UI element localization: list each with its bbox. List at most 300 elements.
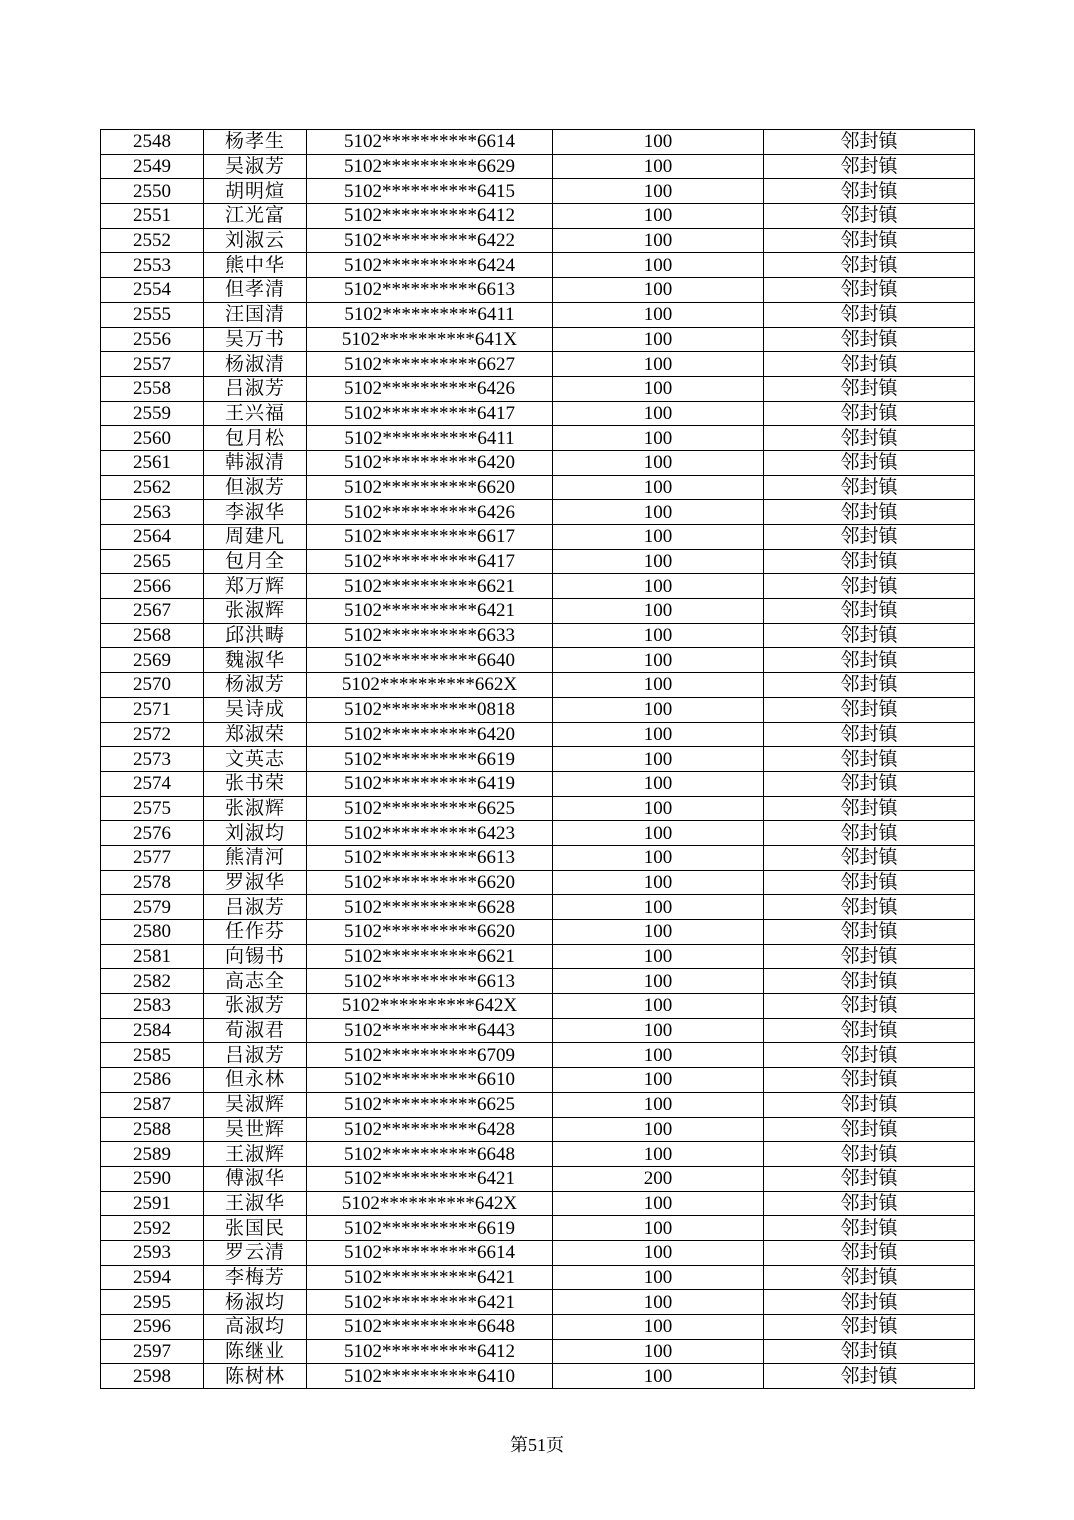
row-number-cell: 2559: [101, 401, 204, 426]
name-cell: 王淑华: [204, 1191, 307, 1216]
row-number-cell: 2560: [101, 426, 204, 451]
table-row: [101, 1216, 975, 1241]
table-row: [101, 722, 975, 747]
row-number-cell: 2558: [101, 376, 204, 401]
amount-cell: 100: [553, 450, 764, 475]
row-number-cell: 2570: [101, 673, 204, 698]
town-cell: 邻封镇: [764, 994, 975, 1019]
id-number-cell: 5102**********6627: [307, 352, 553, 377]
id-number-cell: 5102**********6421: [307, 599, 553, 624]
table-row: [101, 426, 975, 451]
id-number-cell: 5102**********6423: [307, 821, 553, 846]
name-cell: 周建凡: [204, 525, 307, 550]
name-cell: 张淑芳: [204, 994, 307, 1019]
id-number-cell: 5102**********6613: [307, 278, 553, 303]
name-cell: 高志全: [204, 969, 307, 994]
row-number-cell: 2577: [101, 845, 204, 870]
amount-cell: 100: [553, 401, 764, 426]
amount-cell: 100: [553, 1216, 764, 1241]
table-row: [101, 179, 975, 204]
table-row: [101, 920, 975, 945]
id-number-cell: 5102**********6620: [307, 920, 553, 945]
name-cell: 熊中华: [204, 253, 307, 278]
town-cell: 邻封镇: [764, 1339, 975, 1364]
table-row: [101, 450, 975, 475]
name-cell: 吕淑芳: [204, 1043, 307, 1068]
id-number-cell: 5102**********6620: [307, 870, 553, 895]
name-cell: 王淑辉: [204, 1142, 307, 1167]
town-cell: 邻封镇: [764, 525, 975, 550]
row-number-cell: 2562: [101, 475, 204, 500]
town-cell: 邻封镇: [764, 302, 975, 327]
id-number-cell: 5102**********6621: [307, 944, 553, 969]
table-row: [101, 994, 975, 1019]
name-cell: 吴诗成: [204, 697, 307, 722]
id-number-cell: 5102**********6428: [307, 1117, 553, 1142]
name-cell: 傅淑华: [204, 1166, 307, 1191]
amount-cell: 100: [553, 154, 764, 179]
row-number-cell: 2571: [101, 697, 204, 722]
row-number-cell: 2595: [101, 1290, 204, 1315]
name-cell: 但孝清: [204, 278, 307, 303]
town-cell: 邻封镇: [764, 179, 975, 204]
name-cell: 陈树林: [204, 1364, 307, 1389]
amount-cell: 100: [553, 1018, 764, 1043]
name-cell: 张国民: [204, 1216, 307, 1241]
row-number-cell: 2594: [101, 1265, 204, 1290]
name-cell: 魏淑华: [204, 648, 307, 673]
name-cell: 包月松: [204, 426, 307, 451]
table-row: [101, 302, 975, 327]
id-number-cell: 5102**********6640: [307, 648, 553, 673]
table-row: [101, 1339, 975, 1364]
name-cell: 汪国清: [204, 302, 307, 327]
row-number-cell: 2551: [101, 204, 204, 229]
town-cell: 邻封镇: [764, 426, 975, 451]
town-cell: 邻封镇: [764, 352, 975, 377]
name-cell: 但淑芳: [204, 475, 307, 500]
amount-cell: 100: [553, 994, 764, 1019]
town-cell: 邻封镇: [764, 1216, 975, 1241]
row-number-cell: 2563: [101, 500, 204, 525]
town-cell: 邻封镇: [764, 697, 975, 722]
id-number-cell: 5102**********6610: [307, 1068, 553, 1093]
table-row: [101, 870, 975, 895]
amount-cell: 100: [553, 525, 764, 550]
name-cell: 任作芬: [204, 920, 307, 945]
name-cell: 吴淑辉: [204, 1092, 307, 1117]
id-number-cell: 5102**********641X: [307, 327, 553, 352]
row-number-cell: 2552: [101, 228, 204, 253]
row-number-cell: 2555: [101, 302, 204, 327]
id-number-cell: 5102**********6421: [307, 1166, 553, 1191]
amount-cell: 100: [553, 870, 764, 895]
row-number-cell: 2597: [101, 1339, 204, 1364]
table-row: [101, 525, 975, 550]
amount-cell: 100: [553, 1068, 764, 1093]
amount-cell: 100: [553, 697, 764, 722]
name-cell: 江光富: [204, 204, 307, 229]
town-cell: 邻封镇: [764, 1043, 975, 1068]
town-cell: 邻封镇: [764, 1290, 975, 1315]
town-cell: 邻封镇: [764, 1240, 975, 1265]
row-number-cell: 2578: [101, 870, 204, 895]
amount-cell: 100: [553, 278, 764, 303]
amount-cell: 100: [553, 1092, 764, 1117]
table-row: [101, 1290, 975, 1315]
amount-cell: 100: [553, 1240, 764, 1265]
name-cell: 文英志: [204, 747, 307, 772]
table-row: [101, 697, 975, 722]
amount-cell: 100: [553, 302, 764, 327]
table-row: [101, 154, 975, 179]
name-cell: 杨淑均: [204, 1290, 307, 1315]
amount-cell: 100: [553, 352, 764, 377]
town-cell: 邻封镇: [764, 648, 975, 673]
town-cell: 邻封镇: [764, 253, 975, 278]
name-cell: 刘淑均: [204, 821, 307, 846]
table-row: [101, 1018, 975, 1043]
town-cell: 邻封镇: [764, 870, 975, 895]
town-cell: 邻封镇: [764, 1191, 975, 1216]
row-number-cell: 2585: [101, 1043, 204, 1068]
name-cell: 吕淑芳: [204, 376, 307, 401]
town-cell: 邻封镇: [764, 623, 975, 648]
amount-cell: 100: [553, 747, 764, 772]
table-row: [101, 895, 975, 920]
row-number-cell: 2581: [101, 944, 204, 969]
table-row: [101, 673, 975, 698]
town-cell: 邻封镇: [764, 475, 975, 500]
id-number-cell: 5102**********6620: [307, 475, 553, 500]
town-cell: 邻封镇: [764, 1315, 975, 1340]
town-cell: 邻封镇: [764, 1068, 975, 1093]
amount-cell: 100: [553, 1339, 764, 1364]
table-row: [101, 278, 975, 303]
amount-cell: 100: [553, 920, 764, 945]
table-row: [101, 500, 975, 525]
amount-cell: 100: [553, 179, 764, 204]
table-row: [101, 549, 975, 574]
id-number-cell: 5102**********6411: [307, 426, 553, 451]
town-cell: 邻封镇: [764, 599, 975, 624]
id-number-cell: 5102**********6614: [307, 1240, 553, 1265]
name-cell: 吴世辉: [204, 1117, 307, 1142]
row-number-cell: 2549: [101, 154, 204, 179]
name-cell: 刘淑云: [204, 228, 307, 253]
table-row: [101, 1191, 975, 1216]
row-number-cell: 2569: [101, 648, 204, 673]
name-cell: 但永林: [204, 1068, 307, 1093]
name-cell: 向锡书: [204, 944, 307, 969]
amount-cell: 100: [553, 796, 764, 821]
town-cell: 邻封镇: [764, 747, 975, 772]
row-number-cell: 2550: [101, 179, 204, 204]
name-cell: 张书荣: [204, 771, 307, 796]
row-number-cell: 2586: [101, 1068, 204, 1093]
id-number-cell: 5102**********6621: [307, 574, 553, 599]
town-cell: 邻封镇: [764, 1166, 975, 1191]
town-cell: 邻封镇: [764, 895, 975, 920]
amount-cell: 100: [553, 599, 764, 624]
row-number-cell: 2561: [101, 450, 204, 475]
amount-cell: 100: [553, 475, 764, 500]
row-number-cell: 2592: [101, 1216, 204, 1241]
row-number-cell: 2596: [101, 1315, 204, 1340]
town-cell: 邻封镇: [764, 1364, 975, 1389]
table-row: [101, 623, 975, 648]
row-number-cell: 2593: [101, 1240, 204, 1265]
roster-table-body: [101, 130, 975, 1389]
town-cell: 邻封镇: [764, 549, 975, 574]
name-cell: 高淑均: [204, 1315, 307, 1340]
table-row: [101, 969, 975, 994]
table-row: [101, 1068, 975, 1093]
name-cell: 邱洪畴: [204, 623, 307, 648]
row-number-cell: 2548: [101, 130, 204, 155]
amount-cell: 100: [553, 204, 764, 229]
amount-cell: 100: [553, 327, 764, 352]
id-number-cell: 5102**********6629: [307, 154, 553, 179]
name-cell: 罗淑华: [204, 870, 307, 895]
amount-cell: 100: [553, 376, 764, 401]
amount-cell: 100: [553, 1265, 764, 1290]
id-number-cell: 5102**********6613: [307, 845, 553, 870]
town-cell: 邻封镇: [764, 771, 975, 796]
amount-cell: 100: [553, 130, 764, 155]
id-number-cell: 5102**********6412: [307, 204, 553, 229]
amount-cell: 100: [553, 549, 764, 574]
amount-cell: 100: [553, 253, 764, 278]
name-cell: 郑万辉: [204, 574, 307, 599]
amount-cell: 100: [553, 228, 764, 253]
row-number-cell: 2576: [101, 821, 204, 846]
id-number-cell: 5102**********6419: [307, 771, 553, 796]
name-cell: 王兴福: [204, 401, 307, 426]
amount-cell: 100: [553, 500, 764, 525]
row-number-cell: 2565: [101, 549, 204, 574]
table-row: [101, 747, 975, 772]
table-row: [101, 1265, 975, 1290]
id-number-cell: 5102**********6625: [307, 796, 553, 821]
name-cell: 杨淑芳: [204, 673, 307, 698]
table-row: [101, 401, 975, 426]
row-number-cell: 2557: [101, 352, 204, 377]
row-number-cell: 2580: [101, 920, 204, 945]
table-row: [101, 253, 975, 278]
table-row: [101, 1142, 975, 1167]
id-number-cell: 5102**********6421: [307, 1265, 553, 1290]
row-number-cell: 2564: [101, 525, 204, 550]
row-number-cell: 2589: [101, 1142, 204, 1167]
table-row: [101, 599, 975, 624]
row-number-cell: 2588: [101, 1117, 204, 1142]
row-number-cell: 2553: [101, 253, 204, 278]
id-number-cell: 5102**********6617: [307, 525, 553, 550]
table-row: [101, 1043, 975, 1068]
id-number-cell: 5102**********6417: [307, 549, 553, 574]
roster-table: [100, 129, 975, 1389]
id-number-cell: 5102**********6420: [307, 450, 553, 475]
id-number-cell: 5102**********6628: [307, 895, 553, 920]
name-cell: 郑淑荣: [204, 722, 307, 747]
table-row: [101, 821, 975, 846]
id-number-cell: 5102**********6633: [307, 623, 553, 648]
id-number-cell: 5102**********6411: [307, 302, 553, 327]
name-cell: 胡明煊: [204, 179, 307, 204]
table-row: [101, 944, 975, 969]
town-cell: 邻封镇: [764, 278, 975, 303]
town-cell: 邻封镇: [764, 673, 975, 698]
town-cell: 邻封镇: [764, 376, 975, 401]
row-number-cell: 2598: [101, 1364, 204, 1389]
id-number-cell: 5102**********6420: [307, 722, 553, 747]
row-number-cell: 2566: [101, 574, 204, 599]
row-number-cell: 2590: [101, 1166, 204, 1191]
table-row: [101, 845, 975, 870]
amount-cell: 100: [553, 1364, 764, 1389]
table-row: [101, 648, 975, 673]
table-row: [101, 475, 975, 500]
id-number-cell: 5102**********6422: [307, 228, 553, 253]
id-number-cell: 5102**********6614: [307, 130, 553, 155]
row-number-cell: 2572: [101, 722, 204, 747]
amount-cell: 100: [553, 1142, 764, 1167]
table-row: [101, 376, 975, 401]
row-number-cell: 2568: [101, 623, 204, 648]
table-row: [101, 1117, 975, 1142]
id-number-cell: 5102**********6613: [307, 969, 553, 994]
town-cell: 邻封镇: [764, 401, 975, 426]
id-number-cell: 5102**********6426: [307, 376, 553, 401]
name-cell: 李淑华: [204, 500, 307, 525]
row-number-cell: 2573: [101, 747, 204, 772]
name-cell: 韩淑清: [204, 450, 307, 475]
name-cell: 杨淑清: [204, 352, 307, 377]
town-cell: 邻封镇: [764, 1092, 975, 1117]
town-cell: 邻封镇: [764, 574, 975, 599]
table-row: [101, 228, 975, 253]
town-cell: 邻封镇: [764, 450, 975, 475]
row-number-cell: 2575: [101, 796, 204, 821]
row-number-cell: 2579: [101, 895, 204, 920]
id-number-cell: 5102**********6709: [307, 1043, 553, 1068]
name-cell: 罗云清: [204, 1240, 307, 1265]
name-cell: 杨孝生: [204, 130, 307, 155]
row-number-cell: 2584: [101, 1018, 204, 1043]
name-cell: 吴万书: [204, 327, 307, 352]
town-cell: 邻封镇: [764, 920, 975, 945]
amount-cell: 100: [553, 1315, 764, 1340]
amount-cell: 100: [553, 1117, 764, 1142]
id-number-cell: 5102**********6421: [307, 1290, 553, 1315]
table-row: [101, 771, 975, 796]
amount-cell: 100: [553, 426, 764, 451]
amount-cell: 200: [553, 1166, 764, 1191]
row-number-cell: 2554: [101, 278, 204, 303]
town-cell: 邻封镇: [764, 154, 975, 179]
table-row: [101, 1092, 975, 1117]
name-cell: 陈继业: [204, 1339, 307, 1364]
row-number-cell: 2587: [101, 1092, 204, 1117]
amount-cell: 100: [553, 771, 764, 796]
town-cell: 邻封镇: [764, 500, 975, 525]
amount-cell: 100: [553, 673, 764, 698]
row-number-cell: 2583: [101, 994, 204, 1019]
town-cell: 邻封镇: [764, 969, 975, 994]
amount-cell: 100: [553, 895, 764, 920]
id-number-cell: 5102**********6417: [307, 401, 553, 426]
row-number-cell: 2582: [101, 969, 204, 994]
id-number-cell: 5102**********0818: [307, 697, 553, 722]
town-cell: 邻封镇: [764, 1142, 975, 1167]
town-cell: 邻封镇: [764, 327, 975, 352]
name-cell: 张淑辉: [204, 599, 307, 624]
town-cell: 邻封镇: [764, 228, 975, 253]
name-cell: 荀淑君: [204, 1018, 307, 1043]
id-number-cell: 5102**********6412: [307, 1339, 553, 1364]
amount-cell: 100: [553, 1290, 764, 1315]
amount-cell: 100: [553, 969, 764, 994]
amount-cell: 100: [553, 1191, 764, 1216]
name-cell: 熊清河: [204, 845, 307, 870]
id-number-cell: 5102**********6426: [307, 500, 553, 525]
row-number-cell: 2567: [101, 599, 204, 624]
id-number-cell: 5102**********6443: [307, 1018, 553, 1043]
amount-cell: 100: [553, 821, 764, 846]
id-number-cell: 5102**********6619: [307, 747, 553, 772]
id-number-cell: 5102**********6410: [307, 1364, 553, 1389]
table-row: [101, 574, 975, 599]
id-number-cell: 5102**********6648: [307, 1315, 553, 1340]
town-cell: 邻封镇: [764, 796, 975, 821]
id-number-cell: 5102**********6424: [307, 253, 553, 278]
table-row: [101, 1166, 975, 1191]
row-number-cell: 2591: [101, 1191, 204, 1216]
page-number: 第51页: [510, 1435, 564, 1455]
town-cell: 邻封镇: [764, 130, 975, 155]
name-cell: 吴淑芳: [204, 154, 307, 179]
town-cell: 邻封镇: [764, 1018, 975, 1043]
id-number-cell: 5102**********642X: [307, 1191, 553, 1216]
amount-cell: 100: [553, 623, 764, 648]
name-cell: 张淑辉: [204, 796, 307, 821]
amount-cell: 100: [553, 1043, 764, 1068]
amount-cell: 100: [553, 648, 764, 673]
town-cell: 邻封镇: [764, 1265, 975, 1290]
town-cell: 邻封镇: [764, 845, 975, 870]
town-cell: 邻封镇: [764, 821, 975, 846]
id-number-cell: 5102**********6415: [307, 179, 553, 204]
table-row: [101, 130, 975, 155]
table-row: [101, 204, 975, 229]
town-cell: 邻封镇: [764, 204, 975, 229]
name-cell: 吕淑芳: [204, 895, 307, 920]
id-number-cell: 5102**********642X: [307, 994, 553, 1019]
amount-cell: 100: [553, 845, 764, 870]
name-cell: 李梅芳: [204, 1265, 307, 1290]
town-cell: 邻封镇: [764, 944, 975, 969]
table-row: [101, 1315, 975, 1340]
id-number-cell: 5102**********662X: [307, 673, 553, 698]
amount-cell: 100: [553, 574, 764, 599]
town-cell: 邻封镇: [764, 1117, 975, 1142]
id-number-cell: 5102**********6625: [307, 1092, 553, 1117]
id-number-cell: 5102**********6619: [307, 1216, 553, 1241]
name-cell: 包月全: [204, 549, 307, 574]
table-row: [101, 1364, 975, 1389]
table-row: [101, 327, 975, 352]
